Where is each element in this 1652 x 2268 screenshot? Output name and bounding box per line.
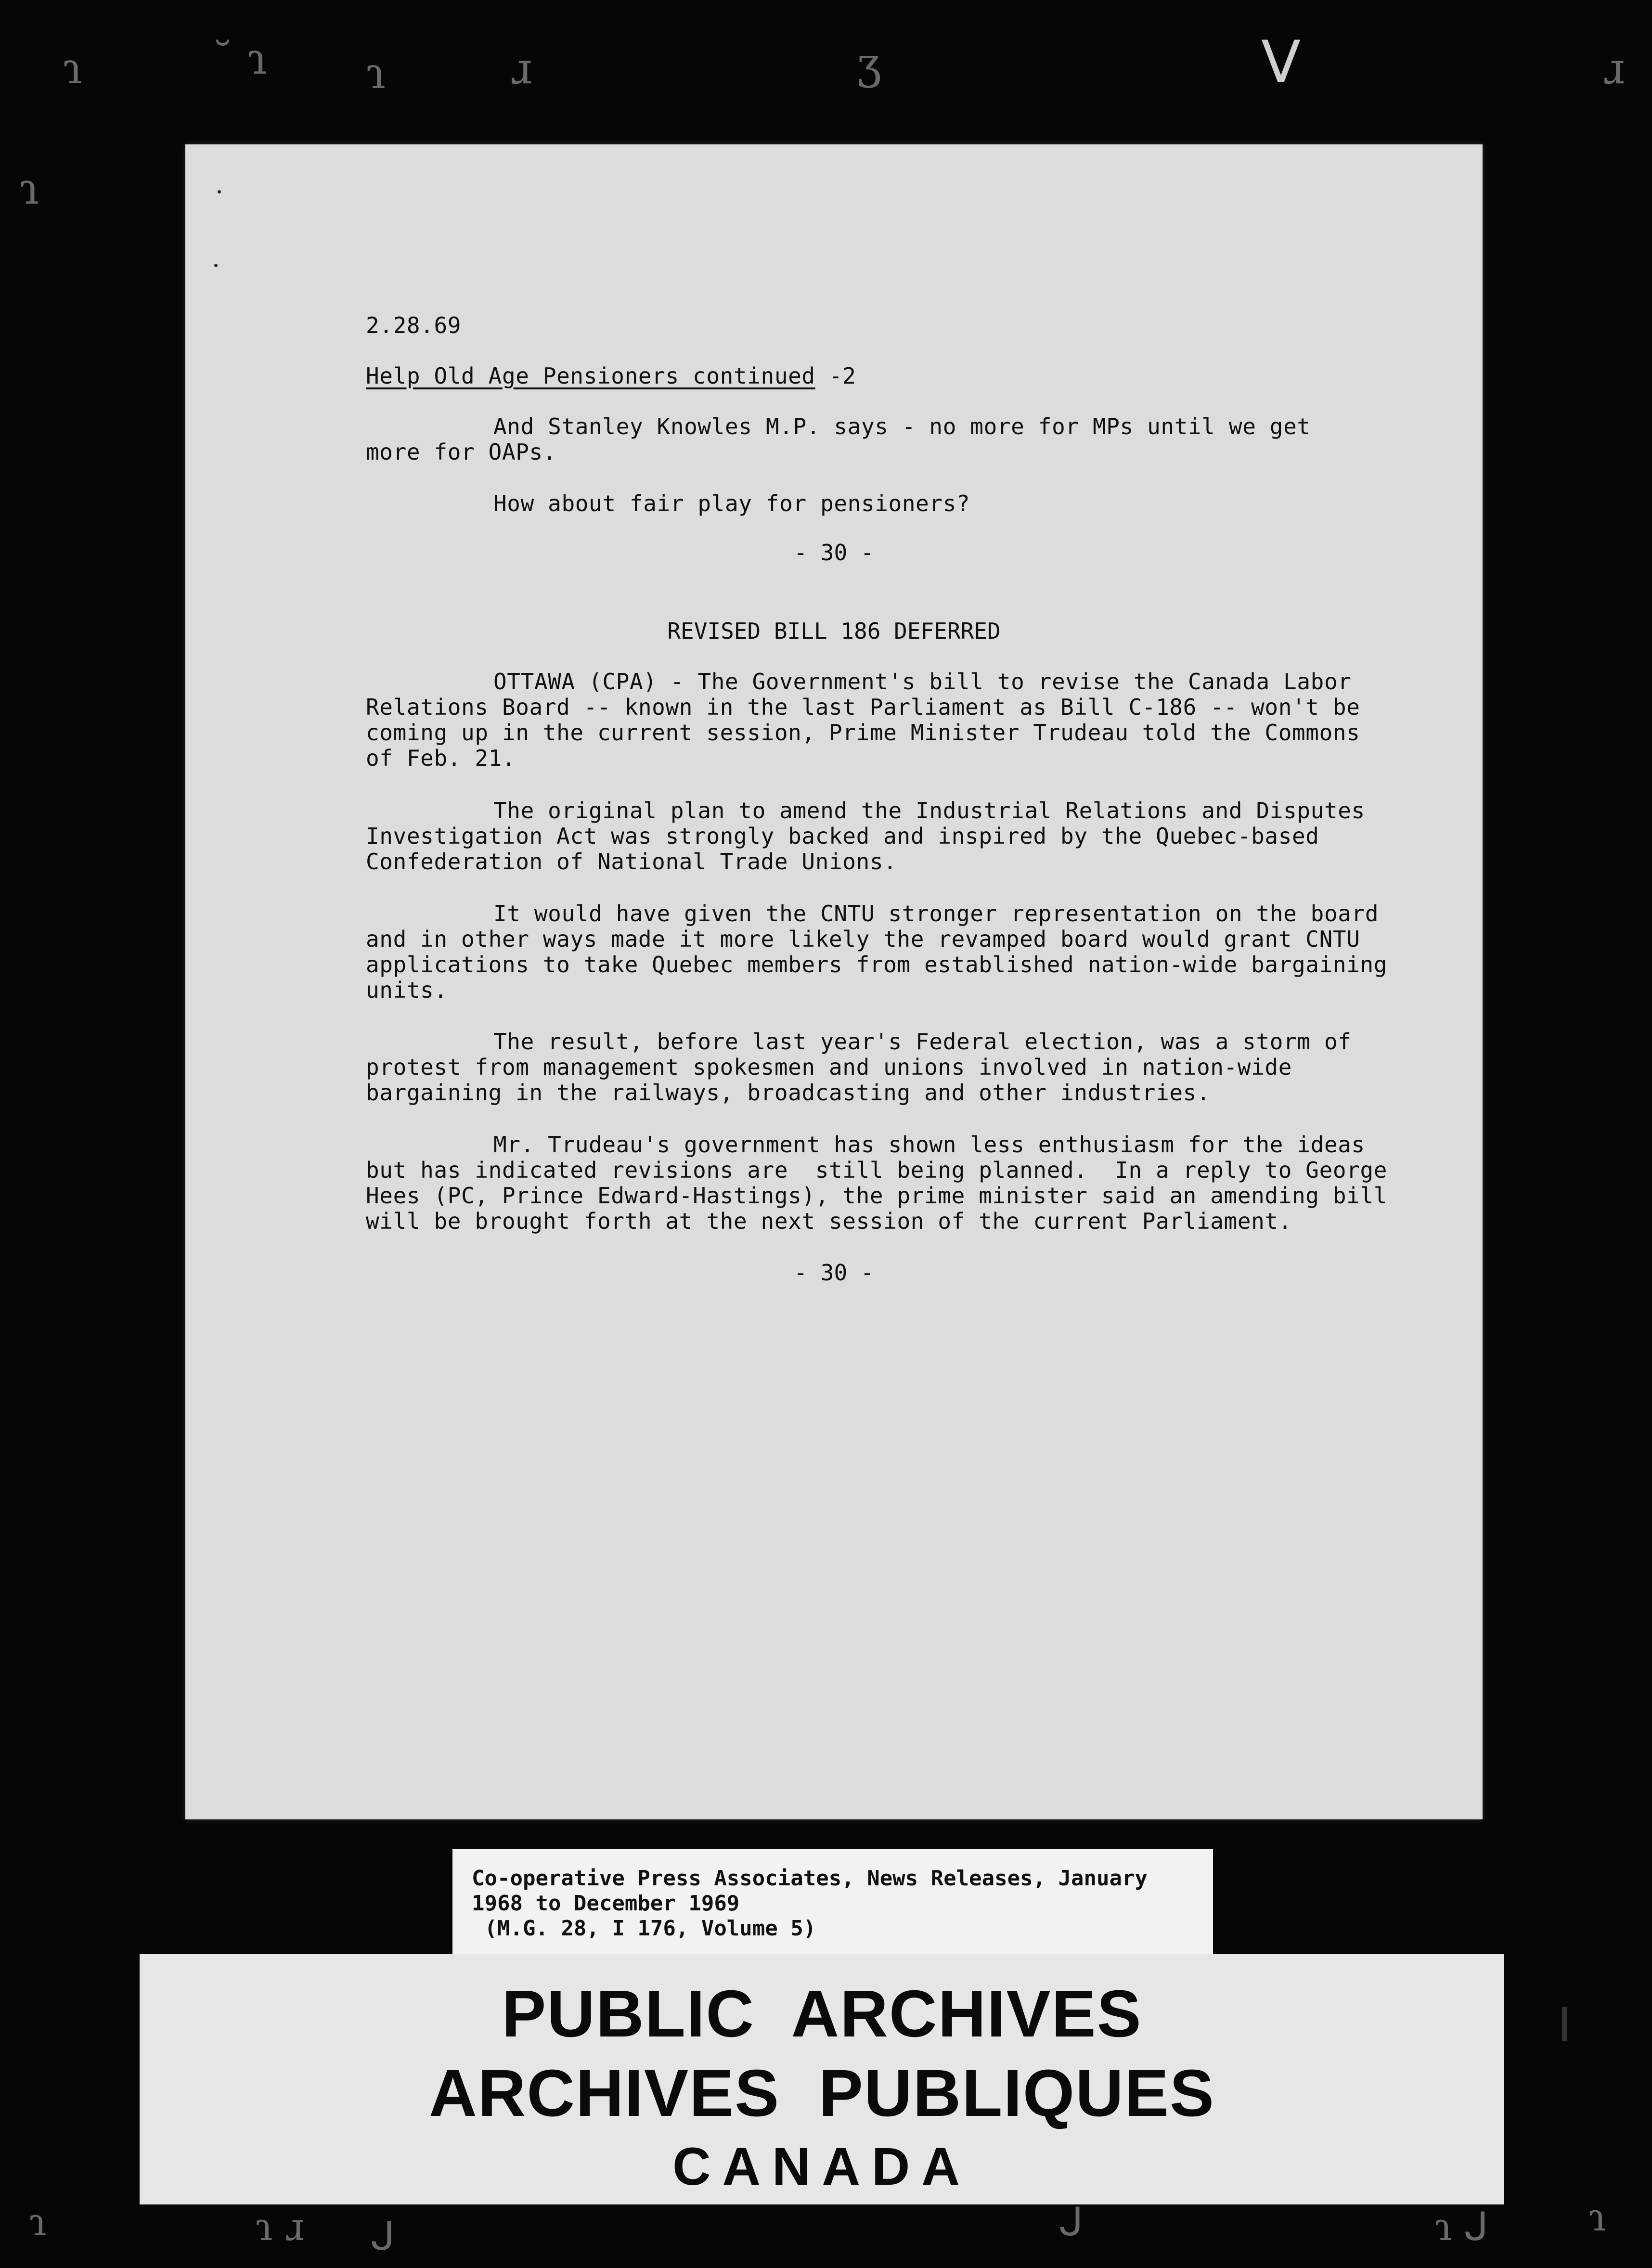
film-edge-marks-bottom: ɿ ɿ ɹ ᒍ ᒍ ɿ ᒍ ɿ bbox=[29, 2195, 1606, 2259]
paragraph-line: will be brought forth at the next session of the current Parliament. bbox=[366, 1208, 1292, 1234]
paragraph-line: of Feb. 21. bbox=[366, 745, 516, 771]
date-line: 2.28.69 bbox=[366, 312, 462, 338]
paragraph-line: applications to take Quebec members from established nation-wide bargaining bbox=[366, 952, 1388, 978]
paragraph-line: How about fair play for pensioners? bbox=[493, 490, 970, 516]
film-edge-marks: ɿ ˘ ɿ ɿ ɹ ʒ ᐯ ɹ ɿ bbox=[19, 29, 1625, 214]
paragraph-line: And Stanley Knowles M.P. says - no more for MPs until we get bbox=[493, 413, 1311, 439]
index-card-line: (M.G. 28, I 176, Volume 5) bbox=[472, 1916, 816, 1941]
speck bbox=[218, 190, 221, 193]
continued-page-number: -2 bbox=[815, 363, 856, 389]
stamp-line-french: ARCHIVES PUBLIQUES bbox=[429, 2056, 1215, 2130]
end-mark: - 30 - bbox=[794, 1260, 874, 1286]
speck bbox=[214, 264, 218, 267]
paragraph-line: OTTAWA (CPA) - The Government's bill to revise the Canada Labor bbox=[493, 669, 1352, 695]
paragraph-line: Mr. Trudeau's government has shown less enthusiasm for the ideas bbox=[493, 1132, 1365, 1158]
paragraph-line: The result, before last year's Federal election, was a storm of bbox=[493, 1029, 1352, 1055]
paragraph-line: coming up in the current session, Prime Minister Trudeau told the Commons bbox=[366, 720, 1360, 746]
archive-index-card bbox=[452, 1849, 1213, 1954]
paragraph-line: It would have given the CNTU stronger representation on the board bbox=[493, 901, 1379, 927]
continued-title: Help Old Age Pensioners continued bbox=[366, 363, 815, 389]
typed-page bbox=[185, 144, 1483, 1819]
paragraph-line: Investigation Act was strongly backed and inspired by the Quebec-based bbox=[366, 823, 1319, 849]
paragraph-line: The original plan to amend the Industrial Relations and Disputes bbox=[493, 798, 1365, 824]
paragraph-line: but has indicated revisions are still being planned. In a reply to George bbox=[366, 1157, 1388, 1183]
index-card-line: 1968 to December 1969 bbox=[472, 1891, 740, 1916]
headline: REVISED BILL 186 DEFERRED bbox=[667, 618, 1001, 644]
continued-heading bbox=[366, 363, 856, 389]
paragraph-line: more for OAPs. bbox=[366, 439, 557, 465]
stamp-line-country: CANADA bbox=[672, 2137, 971, 2196]
paragraph-line: bargaining in the railways, broadcasting and other industries. bbox=[366, 1080, 1211, 1106]
stamp-mark bbox=[1562, 2007, 1567, 2041]
paragraph-line: protest from management spokesmen and unions involved in nation-wide bbox=[366, 1054, 1292, 1080]
paragraph-line: units. bbox=[366, 977, 448, 1003]
end-mark: - 30 - bbox=[794, 540, 874, 566]
paragraph-line: Relations Board -- known in the last Parliament as Bill C-186 -- won't be bbox=[366, 694, 1360, 720]
archives-stamp-banner bbox=[140, 1954, 1504, 2204]
paragraph-line: Confederation of National Trade Unions. bbox=[366, 849, 897, 875]
index-card-line: Co-operative Press Associates, News Releases, January bbox=[472, 1866, 1148, 1891]
paragraph-line: and in other ways made it more likely the revamped board would grant CNTU bbox=[366, 926, 1360, 952]
stamp-line-english: PUBLIC ARCHIVES bbox=[502, 1977, 1142, 2051]
paragraph-line: Hees (PC, Prince Edward-Hastings), the prime minister said an amending bill bbox=[366, 1183, 1388, 1209]
